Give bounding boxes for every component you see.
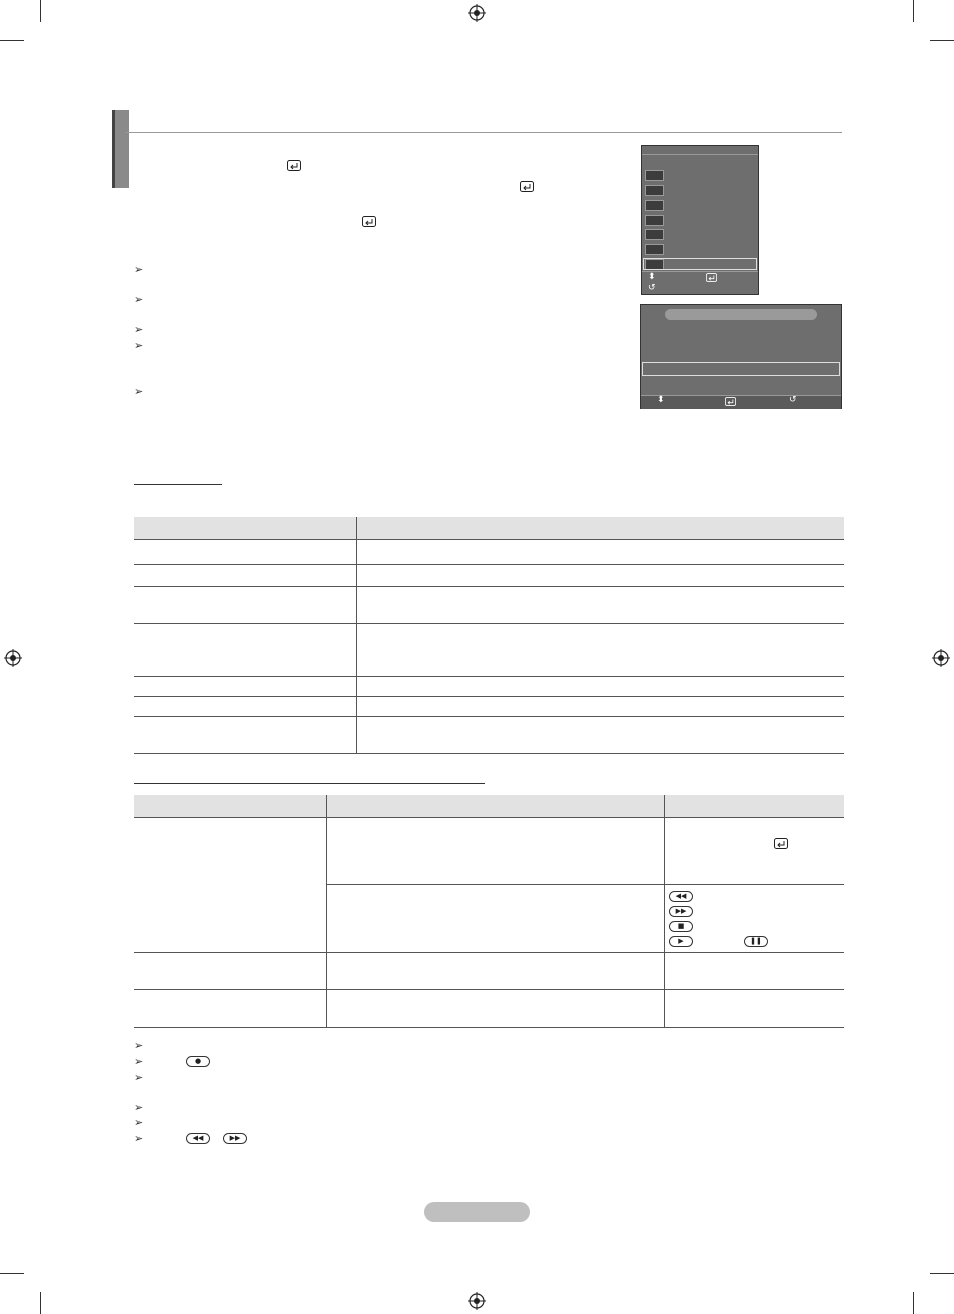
note-arrow-icon: ➢ [134, 293, 144, 306]
menu-divider [642, 271, 758, 272]
note-arrow-icon: ➢ [134, 1071, 144, 1084]
menu-thumbnail [645, 170, 664, 181]
title-rule [126, 132, 842, 133]
crop-mark [40, 0, 41, 22]
enter-icon [520, 181, 534, 192]
note-arrow-icon: ➢ [134, 1101, 144, 1114]
menu-selection-highlight [643, 258, 757, 270]
fast-forward-button-icon: ▶▶ [669, 906, 693, 917]
pause-button-icon: ❚❚ [744, 936, 768, 947]
table-row-divider [134, 696, 844, 697]
table-bottom-rule [134, 753, 844, 754]
page-number-pill [424, 1202, 530, 1222]
registration-mark-icon [4, 649, 22, 667]
table-header [134, 517, 844, 539]
up-down-arrow-icon: ⬍ [648, 272, 656, 282]
crop-mark [40, 1292, 41, 1314]
table-row-divider [134, 676, 844, 677]
table-row-divider [134, 989, 844, 990]
table-bottom-rule [134, 1027, 844, 1028]
table-column-divider [326, 795, 327, 1027]
table-row-divider [134, 586, 844, 587]
enter-icon [774, 838, 788, 849]
crop-mark [930, 40, 954, 41]
menu-divider [642, 154, 758, 155]
return-icon: ↺ [789, 395, 797, 405]
return-icon: ↺ [648, 283, 656, 293]
crop-mark [930, 1273, 954, 1274]
crop-mark [913, 0, 914, 22]
table-2 [134, 795, 844, 1028]
table-row-divider [134, 716, 844, 717]
note-arrow-icon: ➢ [134, 1132, 144, 1145]
stop-button-icon: ■ [669, 921, 693, 932]
menu-thumbnail [645, 185, 664, 196]
menu-thumbnail [645, 229, 664, 240]
table-header [134, 795, 844, 817]
table-column-divider [356, 517, 357, 753]
note-arrow-icon: ➢ [134, 323, 144, 336]
table-row-divider [134, 952, 844, 953]
table-row-divider [134, 564, 844, 565]
play-button-icon: ▶ [669, 936, 693, 947]
menu-thumbnail [645, 200, 664, 211]
enter-icon [706, 273, 717, 282]
table-row-divider [134, 539, 844, 540]
crop-mark [0, 40, 24, 41]
note-arrow-icon: ➢ [134, 1116, 144, 1129]
table-column-divider [664, 795, 665, 1027]
enter-icon [362, 216, 376, 227]
section-underline [134, 484, 222, 485]
note-arrow-icon: ➢ [134, 385, 144, 398]
menu-title-pill [665, 309, 817, 320]
menu-thumbnail [645, 244, 664, 255]
registration-mark-icon [468, 4, 486, 22]
crop-mark [0, 1273, 24, 1274]
enter-icon [287, 160, 301, 171]
table-1 [134, 517, 844, 754]
record-button-icon: ● [186, 1056, 210, 1067]
menu-screenshot [641, 145, 759, 295]
section-underline [134, 783, 485, 784]
enter-icon [725, 397, 736, 406]
note-arrow-icon: ➢ [134, 339, 144, 352]
crop-mark [913, 1292, 914, 1314]
rewind-button-icon: ◀◀ [669, 891, 693, 902]
registration-mark-icon [468, 1292, 486, 1310]
up-down-arrow-icon: ⬍ [657, 395, 665, 405]
note-arrow-icon: ➢ [134, 1055, 144, 1068]
fast-forward-button-icon: ▶▶ [223, 1133, 247, 1144]
menu-thumbnail [645, 215, 664, 226]
table-row-divider [134, 817, 844, 818]
menu-selection-highlight [642, 362, 840, 376]
menu-footer [641, 395, 841, 409]
note-arrow-icon: ➢ [134, 263, 144, 276]
table-row-divider [134, 623, 844, 624]
section-title-bar [112, 110, 129, 188]
note-arrow-icon: ➢ [134, 1039, 144, 1052]
table-row-divider [326, 884, 844, 885]
registration-mark-icon [932, 649, 950, 667]
rewind-button-icon: ◀◀ [186, 1133, 210, 1144]
menu-screenshot [640, 304, 842, 409]
